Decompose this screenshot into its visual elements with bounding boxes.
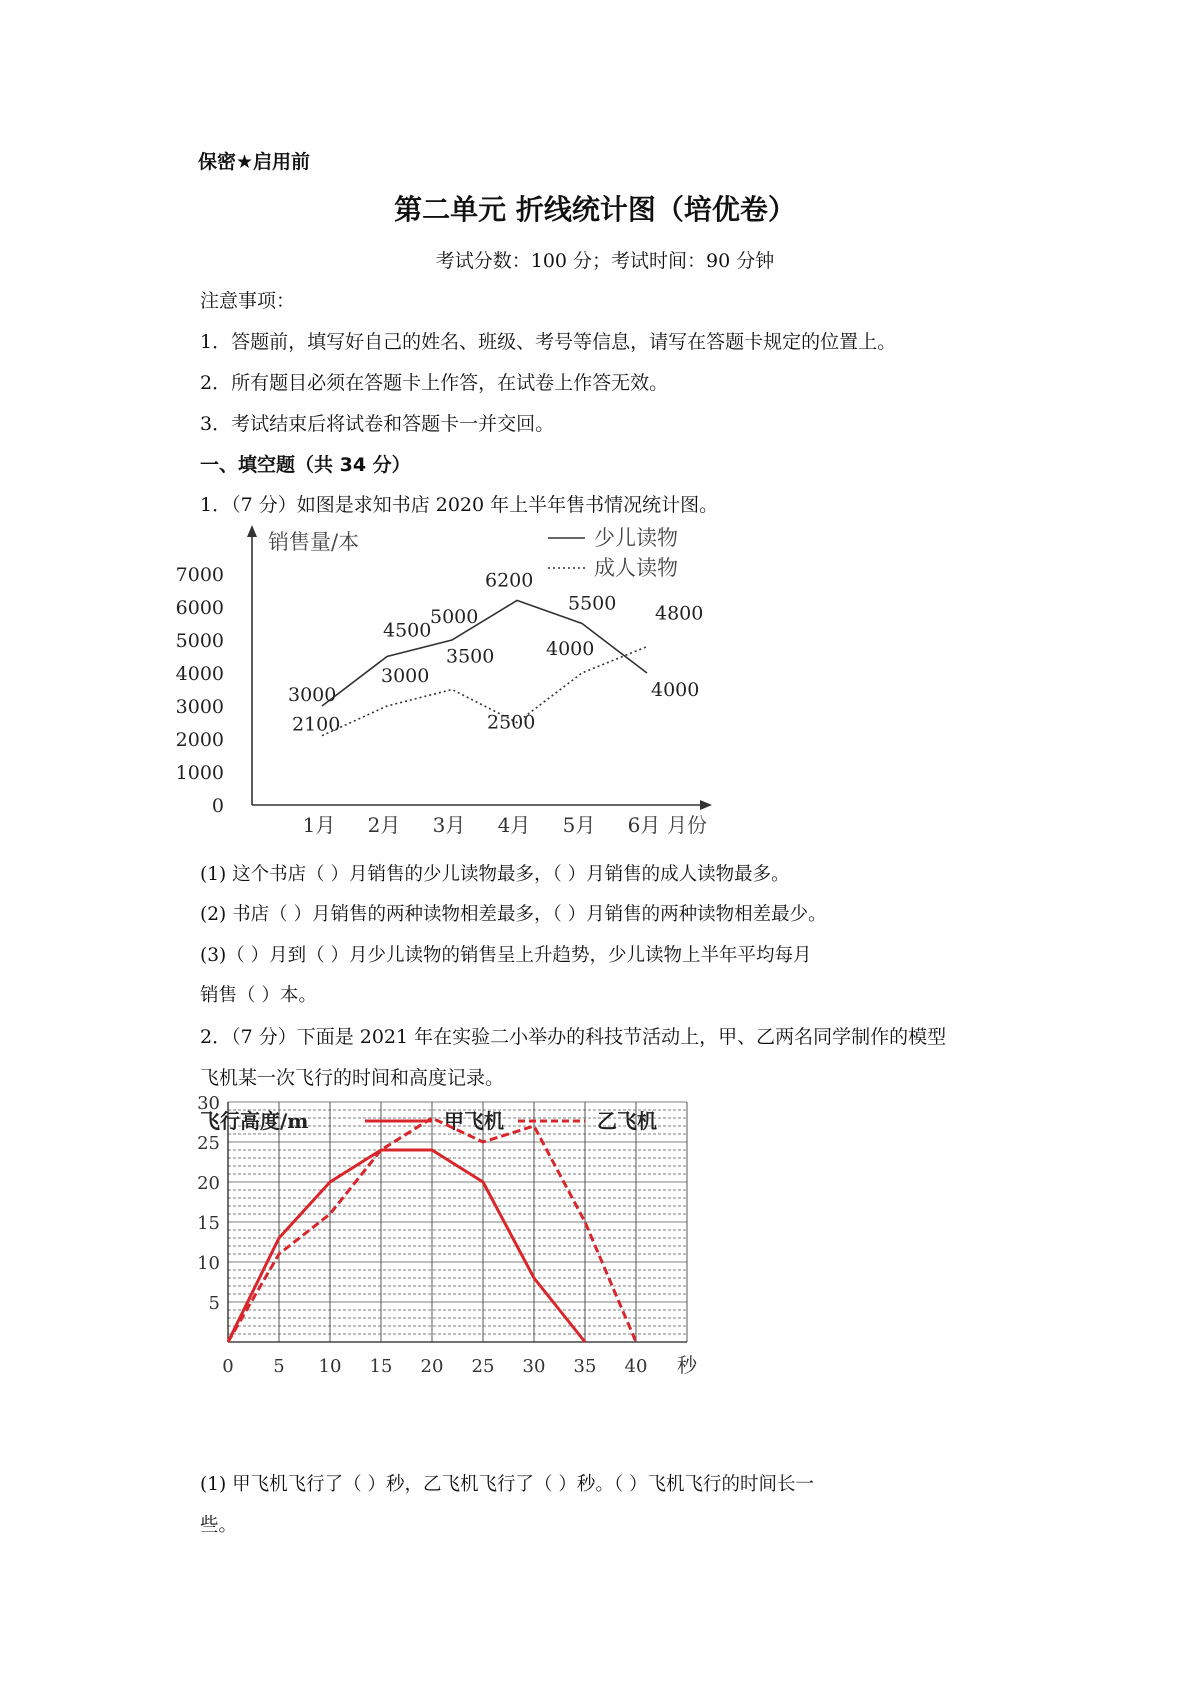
series-line-plane-a xyxy=(228,1150,585,1342)
data-label: 2100 xyxy=(292,713,341,736)
question-1-sub-3: (3)（ ）月到（ ）月少儿读物的销售呈上升趋势，少儿读物上半年平均每月 xyxy=(200,945,812,966)
x-tick-label: 2月 xyxy=(367,813,401,837)
data-label: 4000 xyxy=(651,679,700,701)
flight-height-line-chart xyxy=(197,1093,720,1450)
x-tick-label: 15 xyxy=(369,1356,393,1377)
x-tick-label: 25 xyxy=(471,1356,495,1377)
data-label: 5000 xyxy=(430,606,479,628)
y-tick-label: 30 xyxy=(197,1093,220,1114)
x-axis-label: 秒 xyxy=(677,1353,697,1377)
book-sales-line-chart xyxy=(175,525,790,845)
data-label: 3500 xyxy=(446,645,495,668)
x-tick-label: 20 xyxy=(420,1356,444,1377)
confidential-mark: 保密★启用前 xyxy=(198,151,311,173)
data-label: 4800 xyxy=(655,602,704,625)
x-tick-label: 3月 xyxy=(432,813,466,837)
data-label: 4000 xyxy=(546,638,595,660)
x-tick-label: 30 xyxy=(522,1356,546,1377)
y-axis-label: 销售量/本 xyxy=(268,530,360,554)
y-tick-label: 5 xyxy=(208,1293,220,1314)
legend-label: 少儿读物 xyxy=(594,526,678,550)
question-1-sub-1: (1) 这个书店（ ）月销售的少儿读物最多，（ ）月销售的成人读物最多。 xyxy=(200,864,790,885)
data-label: 5500 xyxy=(568,592,617,615)
exam-info: 考试分数：100 分；考试时间：90 分钟 xyxy=(435,250,775,272)
y-axis-label: 飞行高度/m xyxy=(200,1109,309,1133)
notice-heading: 注意事项： xyxy=(200,290,296,312)
question-2-sub-1-cont: 些。 xyxy=(200,1515,238,1536)
legend-label: 成人读物 xyxy=(594,556,678,580)
page-title: 第二单元 折线统计图（培优卷） xyxy=(394,193,796,226)
y-tick-label: 15 xyxy=(197,1213,220,1234)
question-1-sub-3-cont: 销售（ ）本。 xyxy=(200,985,317,1006)
y-tick-label: 10 xyxy=(197,1253,220,1274)
y-tick-label: 5000 xyxy=(175,630,224,652)
y-axis-arrow xyxy=(247,525,257,537)
notice-item: 1．答题前，填写好自己的姓名、班级、考号等信息，请写在答题卡规定的位置上。 xyxy=(200,331,897,353)
section-heading: 一、填空题（共 34 分） xyxy=(200,454,411,476)
x-tick-label: 4月 xyxy=(497,813,531,837)
y-tick-label: 25 xyxy=(197,1133,220,1154)
question-1-stem: 1．（7 分）如图是求知书店 2020 年上半年售书情况统计图。 xyxy=(200,494,719,516)
x-tick-label: 0 xyxy=(222,1356,234,1377)
y-tick-label: 20 xyxy=(197,1173,220,1194)
question-2-stem-cont: 飞机某一次飞行的时间和高度记录。 xyxy=(200,1067,505,1089)
legend-label: 甲飞机 xyxy=(444,1109,504,1133)
y-tick-label: 6000 xyxy=(175,597,224,619)
x-tick-label: 35 xyxy=(573,1356,597,1377)
x-axis-arrow xyxy=(700,800,712,810)
x-tick-label: 5月 xyxy=(562,813,596,837)
y-tick-label: 4000 xyxy=(175,663,224,685)
data-label: 4500 xyxy=(383,619,432,642)
question-2-stem: 2．（7 分）下面是 2021 年在实验二小举办的科技节活动上，甲、乙两名同学制作的模型 xyxy=(200,1026,947,1048)
legend-label: 乙飞机 xyxy=(597,1109,657,1133)
question-2-sub-1: (1) 甲飞机飞行了（ ）秒，乙飞机飞行了（ ）秒。（ ）飞机飞行的时间长一 xyxy=(200,1474,814,1495)
data-label: 3000 xyxy=(288,684,337,706)
data-label: 2500 xyxy=(487,711,536,734)
x-tick-label: 1月 xyxy=(302,813,336,837)
question-1-sub-2: (2) 书店（ ）月销售的两种读物相差最多，（ ）月销售的两种读物相差最少。 xyxy=(200,904,827,925)
y-tick-label: 2000 xyxy=(175,729,224,751)
notice-item: 2．所有题目必须在答题卡上作答，在试卷上作答无效。 xyxy=(200,372,669,394)
y-tick-label: 7000 xyxy=(175,564,224,586)
y-tick-label: 3000 xyxy=(175,696,224,718)
notice-item: 3．考试结束后将试卷和答题卡一并交回。 xyxy=(200,413,555,435)
x-tick-label: 5 xyxy=(273,1356,285,1377)
data-label: 6200 xyxy=(485,569,534,592)
y-tick-label: 0 xyxy=(211,795,224,817)
y-tick-label: 1000 xyxy=(175,762,224,784)
x-tick-label: 10 xyxy=(318,1356,342,1377)
x-tick-label: 6月 xyxy=(627,813,661,837)
data-label: 3000 xyxy=(381,665,430,687)
x-tick-label: 40 xyxy=(624,1356,648,1377)
x-axis-label: 月份 xyxy=(667,813,707,837)
